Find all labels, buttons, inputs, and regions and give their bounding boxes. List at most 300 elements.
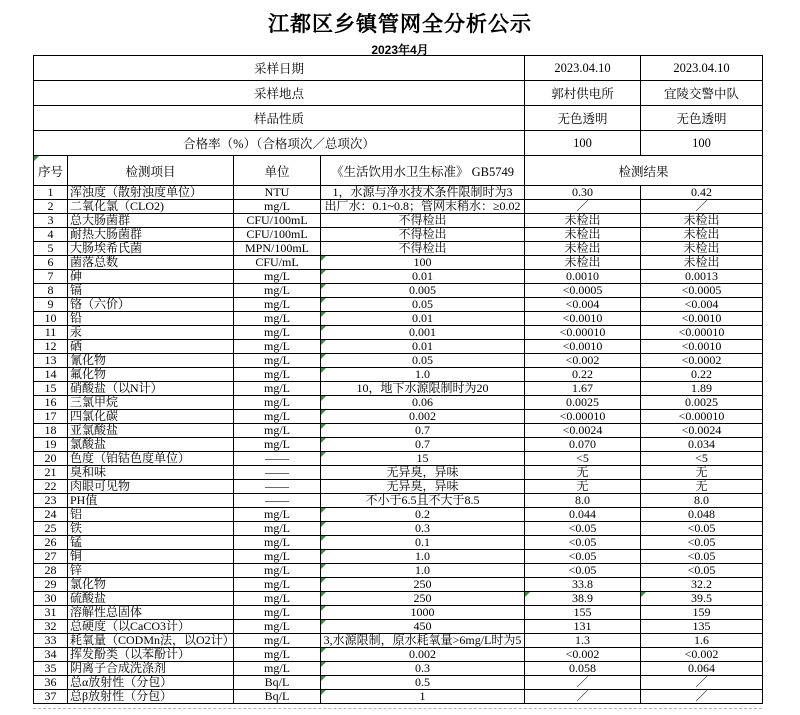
row-item-value: 大肠埃希氏菌 [70, 241, 143, 255]
row-result-1 [525, 284, 641, 298]
row-no-value: 14 [44, 367, 57, 381]
row-unit [234, 564, 321, 578]
table-row [34, 634, 763, 648]
row-result-2-value: <0.00010 [678, 409, 725, 423]
row-standard-value: 1.0 [415, 549, 430, 563]
row-standard [321, 354, 525, 368]
table-row [34, 494, 763, 508]
row-standard-value: 不得检出 [398, 241, 447, 255]
row-result-1-value: 0.070 [569, 437, 597, 451]
table-row [34, 438, 763, 452]
row-result-1 [525, 494, 641, 508]
row-unit [234, 550, 321, 564]
excel-flag-icon [321, 312, 326, 317]
row-unit [234, 312, 321, 326]
row-result-1-value: 无 [576, 479, 589, 493]
row-standard [321, 214, 525, 228]
row-unit [234, 578, 321, 592]
row-unit [234, 676, 321, 690]
row-result-1 [525, 410, 641, 424]
table-row [34, 522, 763, 536]
row-unit [234, 452, 321, 466]
row-no-value: 18 [44, 423, 57, 437]
row-no [34, 592, 68, 606]
info-value-2: 100 [641, 131, 763, 156]
row-standard [321, 256, 525, 270]
row-no-value: 29 [44, 577, 57, 591]
row-result-2 [641, 228, 763, 242]
row-standard-value: 1.0 [415, 367, 430, 381]
excel-flag-icon [321, 522, 326, 527]
row-result-1 [525, 228, 641, 242]
row-result-2 [641, 214, 763, 228]
row-item [68, 536, 234, 550]
row-result-2 [641, 424, 763, 438]
row-no-value: 30 [44, 591, 57, 605]
row-item-value: 总α放射性（分包） [70, 675, 173, 689]
row-no [34, 578, 68, 592]
row-unit [234, 606, 321, 620]
row-item [68, 578, 234, 592]
row-standard [321, 382, 525, 396]
row-no [34, 634, 68, 648]
excel-flag-icon [641, 592, 646, 597]
row-result-2-value: <5 [695, 451, 708, 465]
table-row [34, 620, 763, 634]
row-result-2-value: <0.05 [687, 563, 716, 577]
row-result-2 [641, 690, 763, 704]
row-unit [234, 256, 321, 270]
row-standard [321, 270, 525, 284]
row-unit-value: mg/L [264, 423, 290, 437]
row-standard [321, 648, 525, 662]
row-unit [234, 326, 321, 340]
row-result-1-value: <0.00010 [559, 325, 606, 339]
row-item-value: 总β放射性（分包） [70, 689, 173, 703]
row-result-1-value: 131 [573, 619, 592, 633]
row-result-2-value: 0.0013 [685, 269, 719, 283]
table-row [34, 466, 763, 480]
table-row [34, 284, 763, 298]
row-no [34, 466, 68, 480]
row-result-1-value: <5 [576, 451, 589, 465]
row-result-1 [525, 424, 641, 438]
row-item-value: 汞 [70, 325, 83, 339]
row-item [68, 228, 234, 242]
row-result-2 [641, 256, 763, 270]
row-no-value: 22 [44, 479, 57, 493]
row-unit-value: mg/L [264, 563, 290, 577]
row-result-1-value: 未检出 [564, 213, 601, 227]
row-item [68, 508, 234, 522]
excel-flag-icon [321, 438, 326, 443]
row-standard [321, 424, 525, 438]
row-standard-value: 0.01 [412, 269, 433, 283]
row-item-value: 溶解性总固体 [70, 605, 143, 619]
row-no-value: 1 [47, 185, 54, 199]
row-unit [234, 592, 321, 606]
row-no [34, 648, 68, 662]
row-unit-value: mg/L [264, 283, 290, 297]
row-item [68, 494, 234, 508]
row-result-1-value: 155 [573, 605, 592, 619]
row-result-1-value: 0.044 [569, 507, 597, 521]
row-standard [321, 536, 525, 550]
table-row [34, 424, 763, 438]
row-unit-value: mg/L [264, 521, 290, 535]
row-item [68, 550, 234, 564]
row-standard [321, 452, 525, 466]
row-no-value: 9 [47, 297, 54, 311]
row-item [68, 438, 234, 452]
row-result-1 [525, 438, 641, 452]
table-row [34, 564, 763, 578]
row-unit [234, 354, 321, 368]
row-result-2-value: 未检出 [683, 227, 720, 241]
row-no [34, 312, 68, 326]
row-standard-value: 0.002 [409, 409, 436, 423]
row-result-1-value: 未检出 [564, 227, 601, 241]
row-result-2-value: <0.0002 [681, 353, 722, 367]
row-item-value: 色度（铂钴色度单位） [70, 451, 191, 465]
row-no [34, 550, 68, 564]
row-item [68, 522, 234, 536]
info-value-1: 100 [525, 131, 641, 156]
row-result-2 [641, 368, 763, 382]
row-standard-value: 0.7 [415, 423, 430, 437]
excel-flag-icon [321, 662, 326, 667]
row-item-value: 耐热大肠菌群 [70, 227, 143, 241]
row-unit-value: mg/L [264, 409, 290, 423]
table-row [34, 326, 763, 340]
excel-flag-icon [321, 340, 326, 345]
row-item [68, 298, 234, 312]
row-result-2-value: <0.0010 [681, 339, 722, 353]
row-standard-value: 不得检出 [398, 213, 447, 227]
row-item-value: 锌 [70, 563, 83, 577]
row-result-2-value: ／ [695, 675, 708, 689]
row-result-1 [525, 256, 641, 270]
row-result-2 [641, 522, 763, 536]
row-standard-value: 不小于6.5且不大于8.5 [365, 493, 480, 507]
row-result-1 [525, 592, 641, 606]
row-no [34, 676, 68, 690]
row-result-2 [641, 620, 763, 634]
row-result-2 [641, 634, 763, 648]
row-standard [321, 396, 525, 410]
row-unit [234, 368, 321, 382]
row-item [68, 312, 234, 326]
row-unit-value: —— [265, 493, 289, 507]
row-no [34, 452, 68, 466]
row-result-2 [641, 186, 763, 200]
row-unit-value: CFU/mL [255, 255, 299, 269]
row-item-value: 阴离子合成洗涤剂 [70, 661, 167, 675]
row-result-1 [525, 368, 641, 382]
row-no-value: 35 [44, 661, 57, 675]
row-result-2 [641, 438, 763, 452]
row-standard [321, 466, 525, 480]
row-result-2 [641, 550, 763, 564]
excel-flag-icon [321, 592, 326, 597]
row-standard [321, 186, 525, 200]
row-item [68, 634, 234, 648]
row-item [68, 354, 234, 368]
row-unit-value: mg/L [264, 199, 290, 213]
excel-flag-icon [321, 424, 326, 429]
row-unit [234, 648, 321, 662]
row-no [34, 508, 68, 522]
info-row-sample-nature [34, 106, 763, 131]
info-value-2: 宜陵交警中队 [641, 81, 763, 106]
row-item-value: 肉眼可见物 [70, 479, 131, 493]
page-break-line [33, 708, 762, 709]
row-no [34, 214, 68, 228]
row-result-2-value: <0.0010 [681, 311, 722, 325]
row-no [34, 326, 68, 340]
row-standard-value: 0.5 [415, 675, 430, 689]
row-unit [234, 186, 321, 200]
row-result-1-value: 0.058 [569, 661, 597, 675]
analysis-table [33, 55, 763, 704]
row-standard-value: 1，水源与净水技术条件限制时为3 [332, 185, 513, 199]
row-result-1 [525, 676, 641, 690]
table-row [34, 676, 763, 690]
info-label: 采样地点 [34, 81, 525, 106]
row-unit [234, 340, 321, 354]
info-label: 合格率（%）（合格项次／总项次） [34, 131, 525, 156]
row-result-2-value: 未检出 [683, 255, 720, 269]
row-unit-value: mg/L [264, 647, 290, 661]
row-item-value: 铜 [70, 549, 83, 563]
row-standard [321, 564, 525, 578]
row-result-2-value: 0.22 [691, 367, 713, 381]
row-item [68, 242, 234, 256]
table-row [34, 592, 763, 606]
row-result-2 [641, 536, 763, 550]
row-result-2-value: <0.0005 [681, 283, 722, 297]
row-standard-value: 250 [413, 577, 432, 591]
row-result-2 [641, 592, 763, 606]
row-result-2-value: 1.89 [691, 381, 713, 395]
row-item-value: 铝 [70, 507, 83, 521]
row-unit-value: —— [265, 451, 289, 465]
row-result-2 [641, 494, 763, 508]
excel-flag-icon [34, 156, 39, 161]
row-result-1-value: ／ [576, 199, 589, 213]
row-item [68, 676, 234, 690]
row-no-value: 20 [44, 451, 57, 465]
row-standard [321, 312, 525, 326]
row-standard [321, 550, 525, 564]
row-standard-value: 0.06 [412, 395, 433, 409]
row-no-value: 6 [47, 255, 54, 269]
excel-flag-icon [321, 606, 326, 611]
row-unit [234, 270, 321, 284]
row-unit [234, 480, 321, 494]
row-unit-value: mg/L [264, 339, 290, 353]
row-unit-value: mg/L [264, 605, 290, 619]
row-standard-value: 0.05 [412, 353, 433, 367]
info-row-sampling-date [34, 56, 763, 81]
row-no [34, 382, 68, 396]
row-unit-value: mg/L [264, 535, 290, 549]
row-no-value: 23 [44, 493, 57, 507]
row-item-value: 砷 [70, 269, 83, 283]
row-item-value: 氯酸盐 [70, 437, 107, 451]
row-result-2-value: 无 [695, 465, 708, 479]
row-result-2 [641, 242, 763, 256]
row-unit [234, 662, 321, 676]
row-unit [234, 466, 321, 480]
row-no [34, 424, 68, 438]
row-result-1 [525, 690, 641, 704]
row-result-1-value: <0.00010 [559, 409, 606, 423]
table-row [34, 662, 763, 676]
row-result-1-value: <0.05 [568, 549, 597, 563]
row-unit [234, 690, 321, 704]
row-standard [321, 326, 525, 340]
row-item [68, 466, 234, 480]
row-standard-value: 0.05 [412, 297, 433, 311]
table-row [34, 578, 763, 592]
table-row [34, 186, 763, 200]
row-unit-value: mg/L [264, 437, 290, 451]
row-result-2 [641, 466, 763, 480]
row-result-2-value: 39.5 [691, 591, 713, 605]
excel-flag-icon [321, 298, 326, 303]
row-result-2 [641, 312, 763, 326]
row-result-1-value: 0.30 [572, 185, 594, 199]
row-standard [321, 480, 525, 494]
row-no-value: 15 [44, 381, 57, 395]
row-standard-value: 0.2 [415, 507, 430, 521]
excel-flag-icon [525, 592, 530, 597]
row-no-value: 28 [44, 563, 57, 577]
row-standard-value: 0.3 [415, 521, 430, 535]
info-value-1: 无色透明 [525, 106, 641, 131]
row-result-1 [525, 522, 641, 536]
table-row [34, 242, 763, 256]
excel-flag-icon [321, 410, 326, 415]
row-unit [234, 536, 321, 550]
row-item-value: 硝酸盐（以N计） [70, 381, 163, 395]
excel-flag-icon [321, 396, 326, 401]
row-no [34, 620, 68, 634]
row-no-value: 36 [44, 675, 57, 689]
row-item-value: 亚氯酸盐 [70, 423, 119, 437]
row-no-value: 7 [47, 269, 54, 283]
row-result-1-value: <0.05 [568, 535, 597, 549]
row-item [68, 480, 234, 494]
table-row [34, 256, 763, 270]
row-result-1-value: <0.0024 [562, 423, 603, 437]
row-no [34, 354, 68, 368]
col-header-standard: 《生活饮用水卫生标准》 GB5749 [321, 156, 525, 186]
row-result-2 [641, 396, 763, 410]
row-item-value: 硫酸盐 [70, 591, 107, 605]
row-unit [234, 382, 321, 396]
row-no [34, 270, 68, 284]
excel-flag-icon [321, 326, 326, 331]
page-subtitle: 2023年4月 [371, 43, 429, 57]
row-unit-value: —— [265, 465, 289, 479]
row-standard [321, 368, 525, 382]
row-result-1-value: <0.0010 [562, 311, 603, 325]
row-result-2 [641, 354, 763, 368]
row-item-value: 臭和味 [70, 465, 107, 479]
row-standard [321, 690, 525, 704]
row-unit-value: mg/L [264, 507, 290, 521]
row-unit-value: Bq/L [264, 675, 290, 689]
row-standard-value: 10，地下水源限制时为20 [356, 381, 489, 395]
row-item-value: 锰 [70, 535, 83, 549]
row-item-value: 浑浊度（散射浊度单位） [70, 185, 203, 199]
row-standard [321, 228, 525, 242]
table-row [34, 340, 763, 354]
table-row [34, 228, 763, 242]
row-result-1 [525, 466, 641, 480]
row-result-1 [525, 620, 641, 634]
row-item [68, 368, 234, 382]
row-result-1 [525, 340, 641, 354]
row-result-2-value: 0.064 [688, 661, 716, 675]
row-no [34, 396, 68, 410]
row-result-1 [525, 662, 641, 676]
row-standard [321, 676, 525, 690]
row-no [34, 200, 68, 214]
row-result-1 [525, 242, 641, 256]
row-unit-value: mg/L [264, 353, 290, 367]
row-standard-value: 0.005 [409, 283, 436, 297]
row-result-1 [525, 648, 641, 662]
table-row [34, 382, 763, 396]
row-standard [321, 592, 525, 606]
row-item-value: 镉 [70, 283, 83, 297]
row-result-2-value: <0.002 [684, 647, 719, 661]
table-row [34, 354, 763, 368]
row-item [68, 648, 234, 662]
excel-flag-icon [321, 354, 326, 359]
col-header-result: 检测结果 [525, 156, 763, 186]
row-result-1-value: 0.22 [572, 367, 594, 381]
row-result-1-value: <0.002 [565, 647, 600, 661]
row-unit-value: mg/L [264, 577, 290, 591]
row-unit [234, 634, 321, 648]
row-no [34, 438, 68, 452]
row-standard-value: 15 [416, 451, 429, 465]
row-no [34, 410, 68, 424]
row-unit [234, 228, 321, 242]
row-item [68, 452, 234, 466]
table-row [34, 508, 763, 522]
row-no-value: 3 [47, 213, 54, 227]
row-result-1-value: 1.3 [575, 633, 591, 647]
row-item [68, 270, 234, 284]
row-result-1-value: 无 [576, 465, 589, 479]
row-item [68, 564, 234, 578]
row-item [68, 662, 234, 676]
excel-flag-icon [321, 256, 326, 261]
row-no [34, 606, 68, 620]
column-header-row [34, 156, 763, 186]
row-result-2-value: <0.00010 [678, 325, 725, 339]
row-standard-value: 无异臭，异味 [386, 479, 459, 493]
row-standard-value: 100 [413, 255, 432, 269]
table-row [34, 396, 763, 410]
row-item-value: 硒 [70, 339, 83, 353]
row-result-2-value: 1.6 [694, 633, 710, 647]
